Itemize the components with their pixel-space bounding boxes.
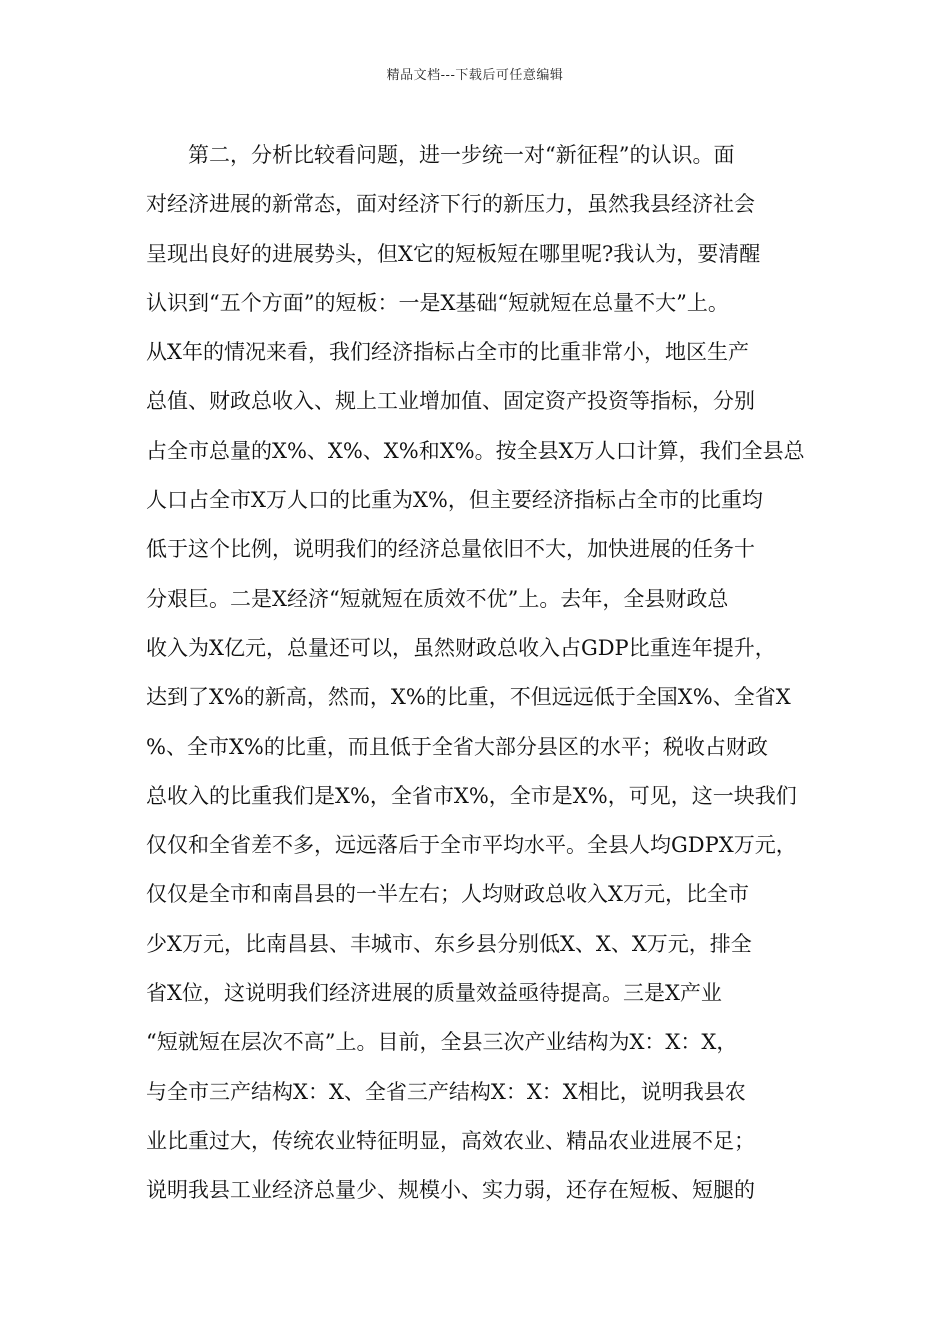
text-line-2: 对经济进展的新常态，面对经济下行的新压力，虽然我县经济社会 bbox=[146, 192, 755, 217]
text-line-11: 收入为X亿元，总量还可以，虽然财政总收入占GDP比重连年提升， bbox=[146, 635, 776, 660]
text-line-4: 认识到“五个方面”的短板：一是X基础“短就短在总量不大”上。 bbox=[146, 290, 729, 315]
text-line-7: 占全市总量的X%、X%、X%和X%。按全县X万人口计算，我们全县总 bbox=[146, 438, 805, 463]
document-body bbox=[146, 131, 806, 1216]
text-line-1: 第二，分析比较看问题，进一步统一对“新征程”的认识。面 bbox=[146, 143, 735, 167]
text-line-9: 低于这个比例，说明我们的经济总量依旧不大，加快进展的任务十 bbox=[146, 537, 755, 562]
text-line-10: 分艰巨。二是X经济“短就短在质效不优”上。去年，全县财政总 bbox=[146, 586, 729, 611]
text-line-12: 达到了X%的新高，然而，X%的比重，不但远远低于全国X%、全省X bbox=[146, 685, 791, 710]
text-line-6: 总值、财政总收入、规上工业增加值、固定资产投资等指标，分别 bbox=[146, 389, 755, 414]
text-line-3: 呈现出良好的进展势头，但X它的短板短在哪里呢?我认为，要清醒 bbox=[146, 241, 761, 266]
text-line-19: “短就短在层次不高”上。目前，全县三次产业结构为X：X：X， bbox=[146, 1030, 738, 1055]
text-line-22: 说明我县工业经济总量少、规模小、实力弱，还存在短板、短腿的 bbox=[146, 1178, 755, 1203]
text-line-17: 少X万元，比南昌县、丰城市、东乡县分别低X、X、X万元，排全 bbox=[146, 931, 752, 956]
text-line-21: 业比重过大，传统农业特征明显，高效农业、精品农业进展不足； bbox=[146, 1128, 755, 1153]
text-line-18: 省X位，这说明我们经济进展的质量效益亟待提高。三是X产业 bbox=[146, 981, 722, 1006]
page-header: 精品文档---下载后可任意编辑 bbox=[386, 68, 564, 83]
text-line-15: 仅仅和全省差不多，远远落后于全市平均水平。全县人均GDPX万元， bbox=[146, 833, 797, 858]
text-line-8: 人口占全市X万人口的比重为X%，但主要经济指标占全市的比重均 bbox=[146, 488, 763, 513]
text-line-20: 与全市三产结构X：X、全省三产结构X：X：X相比，说明我县农 bbox=[146, 1079, 746, 1104]
text-line-16: 仅仅是全市和南昌县的一半左右；人均财政总收入X万元，比全市 bbox=[146, 882, 749, 907]
text-line-13: %、全市X%的比重，而且低于全省大部分县区的水平；税收占财政 bbox=[146, 734, 768, 759]
text-line-14: 总收入的比重我们是X%，全省市X%，全市是X%，可见，这一块我们 bbox=[146, 783, 797, 808]
text-line-5: 从X年的情况来看，我们经济指标占全市的比重非常小，地区生产 bbox=[146, 340, 749, 365]
